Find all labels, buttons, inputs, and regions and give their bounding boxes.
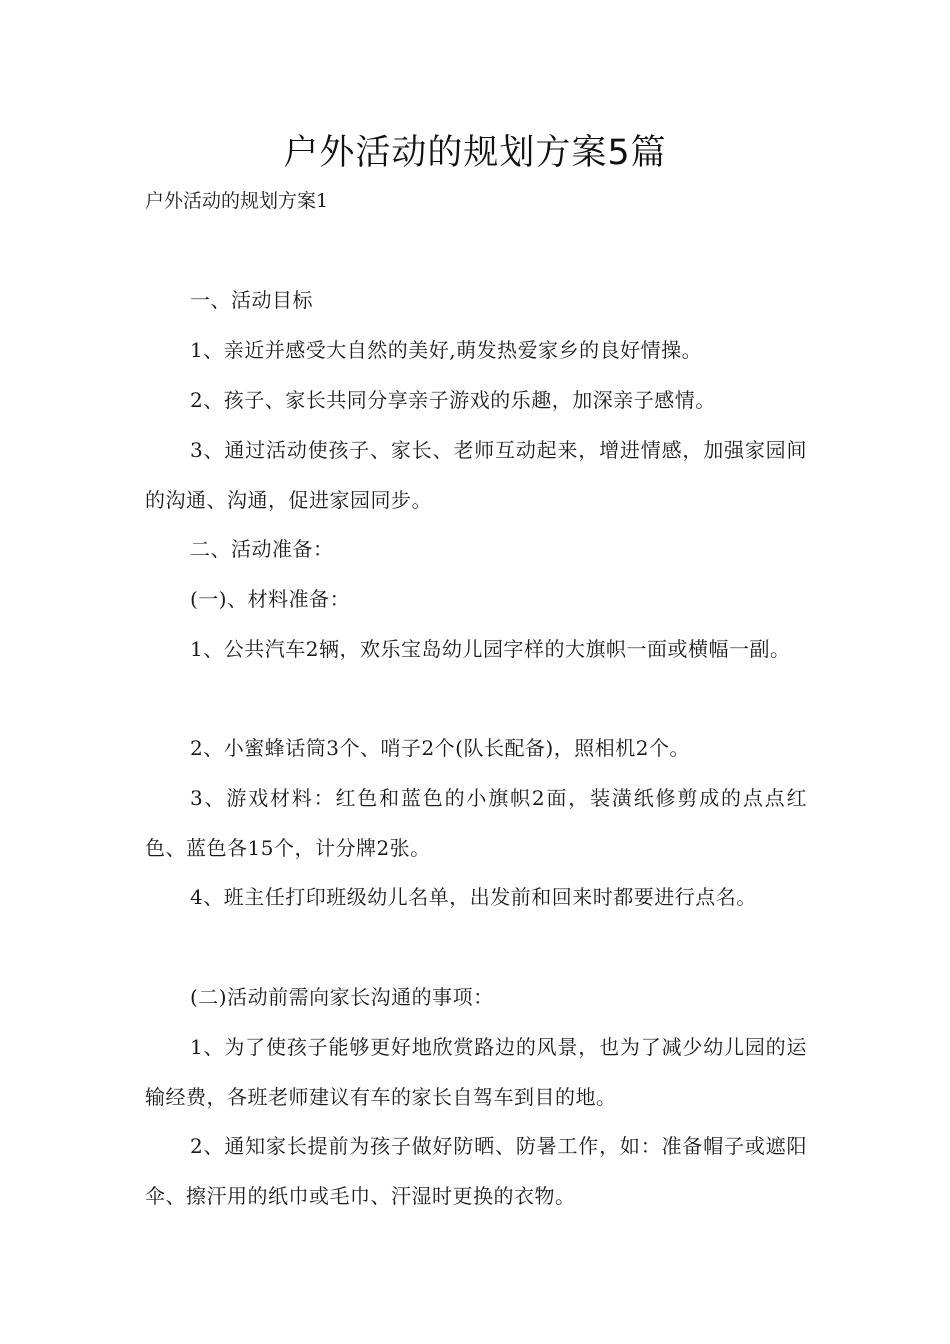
- paragraph: 1、亲近并感受大自然的美好,萌发热爱家乡的良好情操。: [190, 338, 703, 362]
- paragraph: 4、班主任打印班级幼儿名单，出发前和回来时都要进行点名。: [190, 885, 757, 909]
- subsection-heading: (一)、材料准备：: [190, 587, 351, 611]
- paragraph: 1、公共汽车2辆，欢乐宝岛幼儿园字样的大旗帜一面或横幅一副。: [190, 637, 791, 661]
- subsection-heading: (二)活动前需向家长沟通的事项：: [190, 985, 494, 1009]
- paragraph: 1、为了使孩子能够更好地欣赏路边的风景，也为了减少幼儿园的运输经费，各班老师建议有车的家长自驾车到目的地。: [145, 1035, 807, 1109]
- paragraph: 3、通过活动使孩子、家长、老师互动起来，增进情感，加强家园间的沟通、沟通，促进家园同步。: [145, 438, 807, 512]
- paragraph: 2、孩子、家长共同分享亲子游戏的乐趣，加深亲子感情。: [190, 388, 716, 412]
- document-subtitle: 户外活动的规划方案1: [145, 190, 329, 212]
- section-heading: 二、活动准备：: [190, 537, 334, 561]
- paragraph: 2、通知家长提前为孩子做好防晒、防暑工作，如：准备帽子或遮阳伞、擦汗用的纸巾或毛巾、汗湿时更换的衣物。: [145, 1134, 807, 1208]
- paragraph: 3、游戏材料：红色和蓝色的小旗帜2面，装潢纸修剪成的点点红色、蓝色各15个，计分牌2张。: [145, 786, 807, 860]
- section-heading: 一、活动目标: [190, 288, 313, 312]
- paragraph: 2、小蜜蜂话筒3个、哨子2个(队长配备)，照相机2个。: [190, 736, 691, 760]
- document-title: 户外活动的规划方案5篇: [283, 133, 667, 173]
